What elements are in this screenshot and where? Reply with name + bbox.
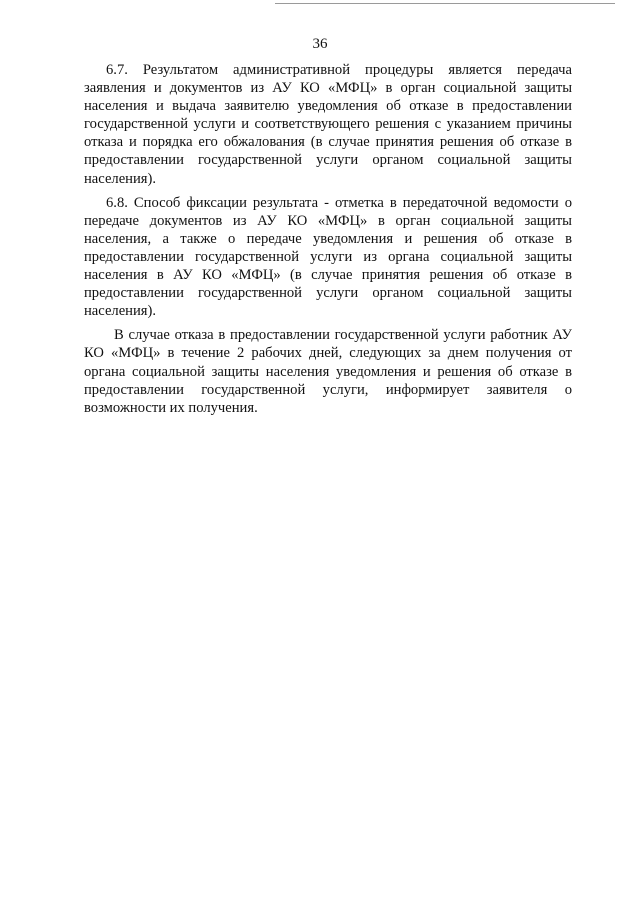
paragraph-refusal: В случае отказа в предоставлении государственной услуги работник АУ КО «МФЦ» в течение 2 рабочих дней, следующих за днем получения от органа социальной защиты населения уведомления и решения об отказе в предоставлении государственной услуги, информирует заявителя о возможности их получения. (84, 327, 572, 416)
page-number: 36 (312, 36, 328, 52)
top-edge-line (275, 3, 615, 4)
paragraph-6-7: 6.7. Результатом административной процедуры является передача заявления и документов из АУ КО «МФЦ» в орган социальной защиты населения и выдача заявителю уведомления об отказе в предоставлении государственной услуги и соответствующего решения с указанием причины отказа и порядка его обжалования (в случае принятия решения об отказе в предоставлении государственной услуги органом социальной защиты населения). (84, 62, 572, 187)
paragraph-6-8: 6.8. Способ фиксации результата - отметка в передаточной ведомости о передаче документов из АУ КО «МФЦ» в орган социальной защиты населения, а также о передаче уведомления и решения об отказе в предоставлении государственной услуги из органа социальной защиты населения в АУ КО «МФЦ» (в случае принятия решения об отказе в предоставлении государственной услуги органом социальной защиты населения). (84, 194, 572, 320)
document-body (84, 61, 572, 423)
